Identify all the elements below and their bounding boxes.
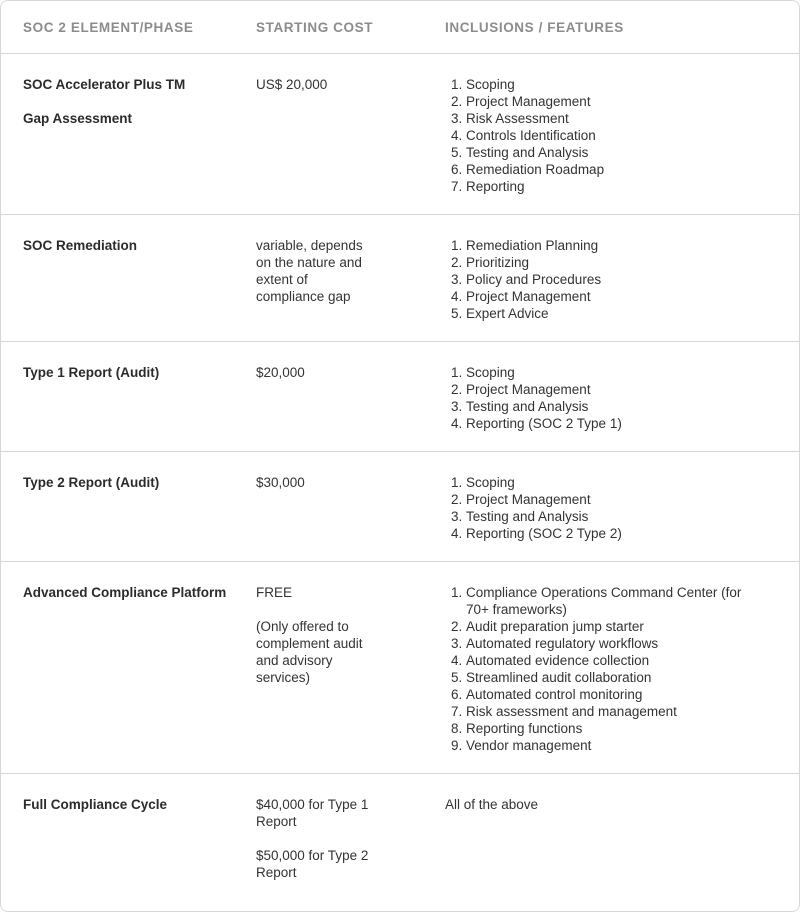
table-row — [1, 562, 799, 774]
list-item: 5. Testing and Analysis — [466, 144, 765, 161]
features-list — [445, 76, 765, 195]
element-name: SOC Accelerator Plus TM — [23, 77, 186, 92]
list-item: 5. Expert Advice — [466, 305, 765, 322]
table-row — [1, 54, 799, 215]
cost-cell — [256, 474, 386, 491]
header-element-phase: SOC 2 ELEMENT/PHASE — [23, 20, 194, 35]
table-row — [1, 452, 799, 562]
cost-value: US$ 20,000 — [256, 77, 328, 92]
features-list — [445, 474, 765, 542]
cost-value: FREE — [256, 585, 293, 600]
list-item: 7. Reporting — [466, 178, 765, 195]
list-item: 5. Streamlined audit collaboration — [466, 669, 755, 686]
table-row — [1, 215, 799, 342]
features-cell — [445, 474, 765, 542]
cost-cell — [256, 76, 386, 93]
table-row — [1, 774, 799, 912]
list-item: 3. Automated regulatory workflows — [466, 635, 755, 652]
features-cell — [445, 76, 765, 195]
cost-cell — [256, 584, 376, 686]
header-inclusions-features: INCLUSIONS / FEATURES — [445, 20, 624, 35]
list-item: 3. Testing and Analysis — [466, 398, 765, 415]
list-item: 2. Project Management — [466, 491, 765, 508]
features-cell — [445, 364, 765, 432]
features-cell — [445, 796, 765, 813]
list-item: 3. Policy and Procedures — [466, 271, 765, 288]
features-cell — [445, 584, 755, 754]
list-item: 3. Testing and Analysis — [466, 508, 765, 525]
features-list — [445, 237, 765, 322]
table-row — [1, 342, 799, 452]
features-list — [445, 584, 755, 754]
element-cell — [23, 364, 243, 381]
list-item: 2. Project Management — [466, 93, 765, 110]
list-item: 4. Controls Identification — [466, 127, 765, 144]
list-item: 6. Automated control monitoring — [466, 686, 755, 703]
cost-cell — [256, 237, 374, 305]
list-item: 4. Automated evidence collection — [466, 652, 755, 669]
element-cell — [23, 474, 243, 491]
cost-value: $40,000 for Type 1 Report — [256, 797, 369, 829]
list-item: 1. Remediation Planning — [466, 237, 765, 254]
element-name: Type 1 Report (Audit) — [23, 365, 160, 380]
list-item: 1. Scoping — [466, 474, 765, 491]
list-item: 4. Reporting (SOC 2 Type 1) — [466, 415, 765, 432]
header-starting-cost: STARTING COST — [256, 20, 374, 35]
cost-cell — [256, 364, 386, 381]
element-cell — [23, 237, 243, 254]
list-item: 1. Scoping — [466, 76, 765, 93]
element-name: Full Compliance Cycle — [23, 797, 168, 812]
element-cell — [23, 76, 243, 127]
element-name: Type 2 Report (Audit) — [23, 475, 160, 490]
list-item: 9. Vendor management — [466, 737, 755, 754]
list-item: 2. Audit preparation jump starter — [466, 618, 755, 635]
features-cell — [445, 237, 765, 322]
element-cell — [23, 584, 243, 601]
list-item: 2. Project Management — [466, 381, 765, 398]
list-item: 2. Prioritizing — [466, 254, 765, 271]
element-name: Advanced Compliance Platform — [23, 585, 227, 600]
element-cell — [23, 796, 243, 813]
list-item: 4. Project Management — [466, 288, 765, 305]
element-subname: Gap Assessment — [23, 111, 133, 126]
list-item: 3. Risk Assessment — [466, 110, 765, 127]
list-item: 6. Remediation Roadmap — [466, 161, 765, 178]
list-item: 1. Scoping — [466, 364, 765, 381]
features-text: All of the above — [445, 797, 539, 812]
table-header — [1, 1, 799, 54]
cost-value: $30,000 — [256, 475, 305, 490]
cost-value: $20,000 — [256, 365, 305, 380]
cost-value: $50,000 for Type 2 Report — [256, 848, 369, 880]
cost-value: variable, depends on the nature and extent of compliance gap — [256, 238, 363, 304]
features-list — [445, 364, 765, 432]
cost-note: (Only offered to complement audit and advisory services) — [256, 619, 363, 685]
cost-cell — [256, 796, 386, 881]
list-item: 8. Reporting functions — [466, 720, 755, 737]
list-item: 4. Reporting (SOC 2 Type 2) — [466, 525, 765, 542]
list-item: 7. Risk assessment and management — [466, 703, 755, 720]
list-item: 1. Compliance Operations Command Center (for 70+ frameworks) — [466, 584, 755, 618]
element-name: SOC Remediation — [23, 238, 138, 253]
